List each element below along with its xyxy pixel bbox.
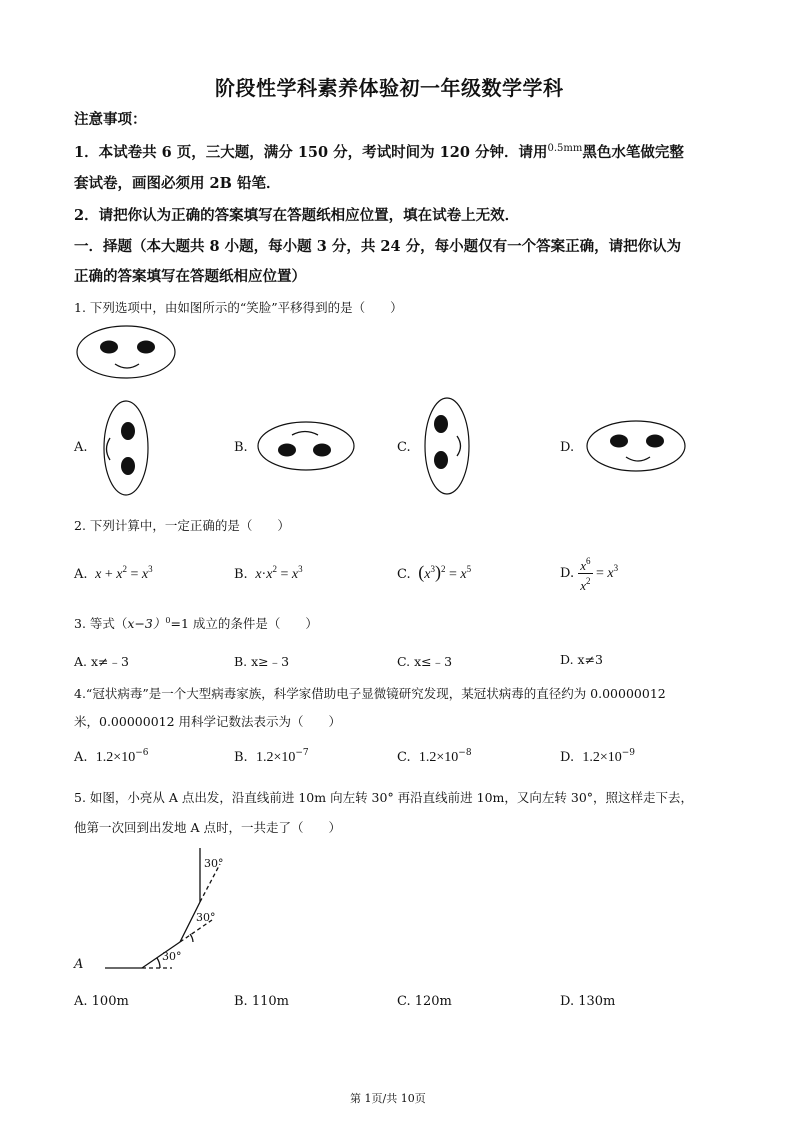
question-4-option-a-value: 1.2×10 bbox=[95, 750, 136, 765]
question-3-stem-text-2: =1 成立的条件是（ ） bbox=[170, 616, 318, 631]
question-4-option-c bbox=[397, 748, 472, 766]
question-5-option-d: D. 130m bbox=[560, 994, 616, 1009]
figure-angle-label-2: 30° bbox=[196, 911, 216, 924]
smiley-face-option-c bbox=[425, 398, 469, 494]
smiley-face-original bbox=[77, 326, 175, 378]
question-1-option-d-label: D. bbox=[560, 440, 575, 455]
notice-item-1-text: 1．本试卷共 6 页，三大题，满分 150 分，考试时间为 120 分钟．请用 bbox=[74, 144, 548, 161]
question-5-stem-line-2: 他第一次回到出发地 A 点时，一共走了（ ） bbox=[74, 820, 341, 835]
page-title: 阶段性学科素养体验初一年级数学学科 bbox=[215, 76, 564, 100]
question-3-exponent: 0 bbox=[165, 615, 171, 625]
question-4-option-a-label: A. bbox=[74, 750, 88, 765]
question-2-option-a-formula: $x + x^2 = x^3$ bbox=[95, 564, 153, 582]
question-4-option-a bbox=[74, 748, 148, 766]
question-2-option-c bbox=[397, 562, 471, 583]
question-1-option-b-label: B. bbox=[234, 440, 248, 455]
question-4-option-b-exponent: −7 bbox=[295, 748, 309, 758]
question-3-expression: x−3） bbox=[127, 616, 166, 631]
smiley-face-option-d bbox=[587, 421, 685, 471]
question-2-option-c-label: C. bbox=[397, 567, 411, 582]
question-4-stem-line-2: 米，0.00000012 用科学记数法表示为（ ） bbox=[74, 714, 342, 729]
question-4-option-d bbox=[560, 748, 635, 766]
question-4-option-b-value: 1.2×10 bbox=[255, 750, 296, 765]
question-3-option-c: C. x≤﹣3 bbox=[397, 654, 453, 669]
question-4-stem: 4.“冠状病毒”是一个大型病毒家族，科学家借助电子显微镜研究发现，某冠状病毒的直径约为 0.00000012 bbox=[74, 686, 666, 701]
question-2-option-d-label: D. bbox=[560, 566, 575, 581]
question-3-option-d: D. x≠3 bbox=[560, 652, 603, 667]
question-4-option-c-label: C. bbox=[397, 750, 411, 765]
question-4-option-a-exponent: −6 bbox=[135, 748, 149, 758]
question-4-option-d-value: 1.2×10 bbox=[582, 750, 622, 765]
smiley-face-option-b bbox=[258, 422, 354, 470]
question-2-option-b-label: B. bbox=[234, 567, 248, 582]
question-2-option-d bbox=[560, 554, 618, 593]
figure-angle-label-1: 30° bbox=[162, 950, 182, 963]
question-1-option-c-label: C. bbox=[397, 440, 411, 455]
question-2-option-d-formula: $\frac{x^6}{x^2}$ = $x^3$ bbox=[580, 556, 619, 593]
question-3-stem bbox=[74, 614, 318, 632]
question-2-option-b-formula: $x\cdot x^2 = x^3$ bbox=[255, 564, 303, 582]
question-5-option-a: A. 100m bbox=[74, 994, 129, 1009]
question-5-option-c: C. 120m bbox=[397, 994, 452, 1009]
question-2-option-b bbox=[234, 564, 303, 583]
question-4-option-d-label: D. bbox=[560, 750, 575, 765]
figure-point-a-label: A bbox=[74, 957, 84, 972]
smiley-face-option-a bbox=[104, 401, 148, 495]
question-2-option-a bbox=[74, 564, 153, 583]
notice-heading: 注意事项： bbox=[74, 111, 147, 128]
notice-item-1-text-2: 黑色水笔做完整 bbox=[582, 144, 684, 161]
page-footer: 第 1页/共 10页 bbox=[350, 1092, 426, 1105]
question-2-stem: 2. 下列计算中，一定正确的是（ ） bbox=[74, 518, 290, 533]
question-4-option-b bbox=[234, 748, 309, 766]
question-4-option-c-exponent: −8 bbox=[458, 748, 472, 758]
question-3-stem-text: 3. 等式（ bbox=[74, 616, 128, 631]
question-1-stem: 1. 下列选项中，由如图所示的“笑脸”平移得到的是（ ） bbox=[74, 300, 403, 315]
section-1-heading-line-2: 正确的答案填写在答题纸相应位置） bbox=[74, 268, 306, 285]
notice-item-1-pen-size: 0.5mm bbox=[547, 143, 583, 155]
question-2-option-a-label: A. bbox=[74, 567, 88, 582]
question-3-option-b: B. x≥﹣3 bbox=[234, 654, 290, 669]
notice-item-2: 2．请把你认为正确的答案填写在答题纸相应位置，填在试卷上无效． bbox=[74, 207, 520, 224]
question-4-option-b-label: B. bbox=[234, 750, 248, 765]
figure-angle-label-3: 30° bbox=[204, 857, 224, 870]
question-4-option-c-value: 1.2×10 bbox=[418, 750, 459, 765]
question-5-stem: 5. 如图，小亮从 A 点出发，沿直线前进 10m 向左转 30° 再沿直线前进 10m，又向左转 30°，照这样走下去， bbox=[74, 790, 694, 805]
question-5-option-b: B. 110m bbox=[234, 994, 289, 1009]
question-1-option-a-label: A. bbox=[74, 440, 88, 455]
question-4-option-d-exponent: −9 bbox=[621, 748, 636, 758]
section-1-heading: 一．择题（本大题共 8 小题，每小题 3 分，共 24 分，每小题仅有一个答案正确，请把你认为 bbox=[74, 238, 682, 255]
question-2-option-c-formula: $(x^3)^2 = x^5$ bbox=[418, 562, 472, 582]
notice-item-1-line-2: 套试卷，画图必须用 2B 铅笔． bbox=[74, 175, 281, 192]
question-3-option-a: A. x≠﹣3 bbox=[74, 654, 129, 669]
